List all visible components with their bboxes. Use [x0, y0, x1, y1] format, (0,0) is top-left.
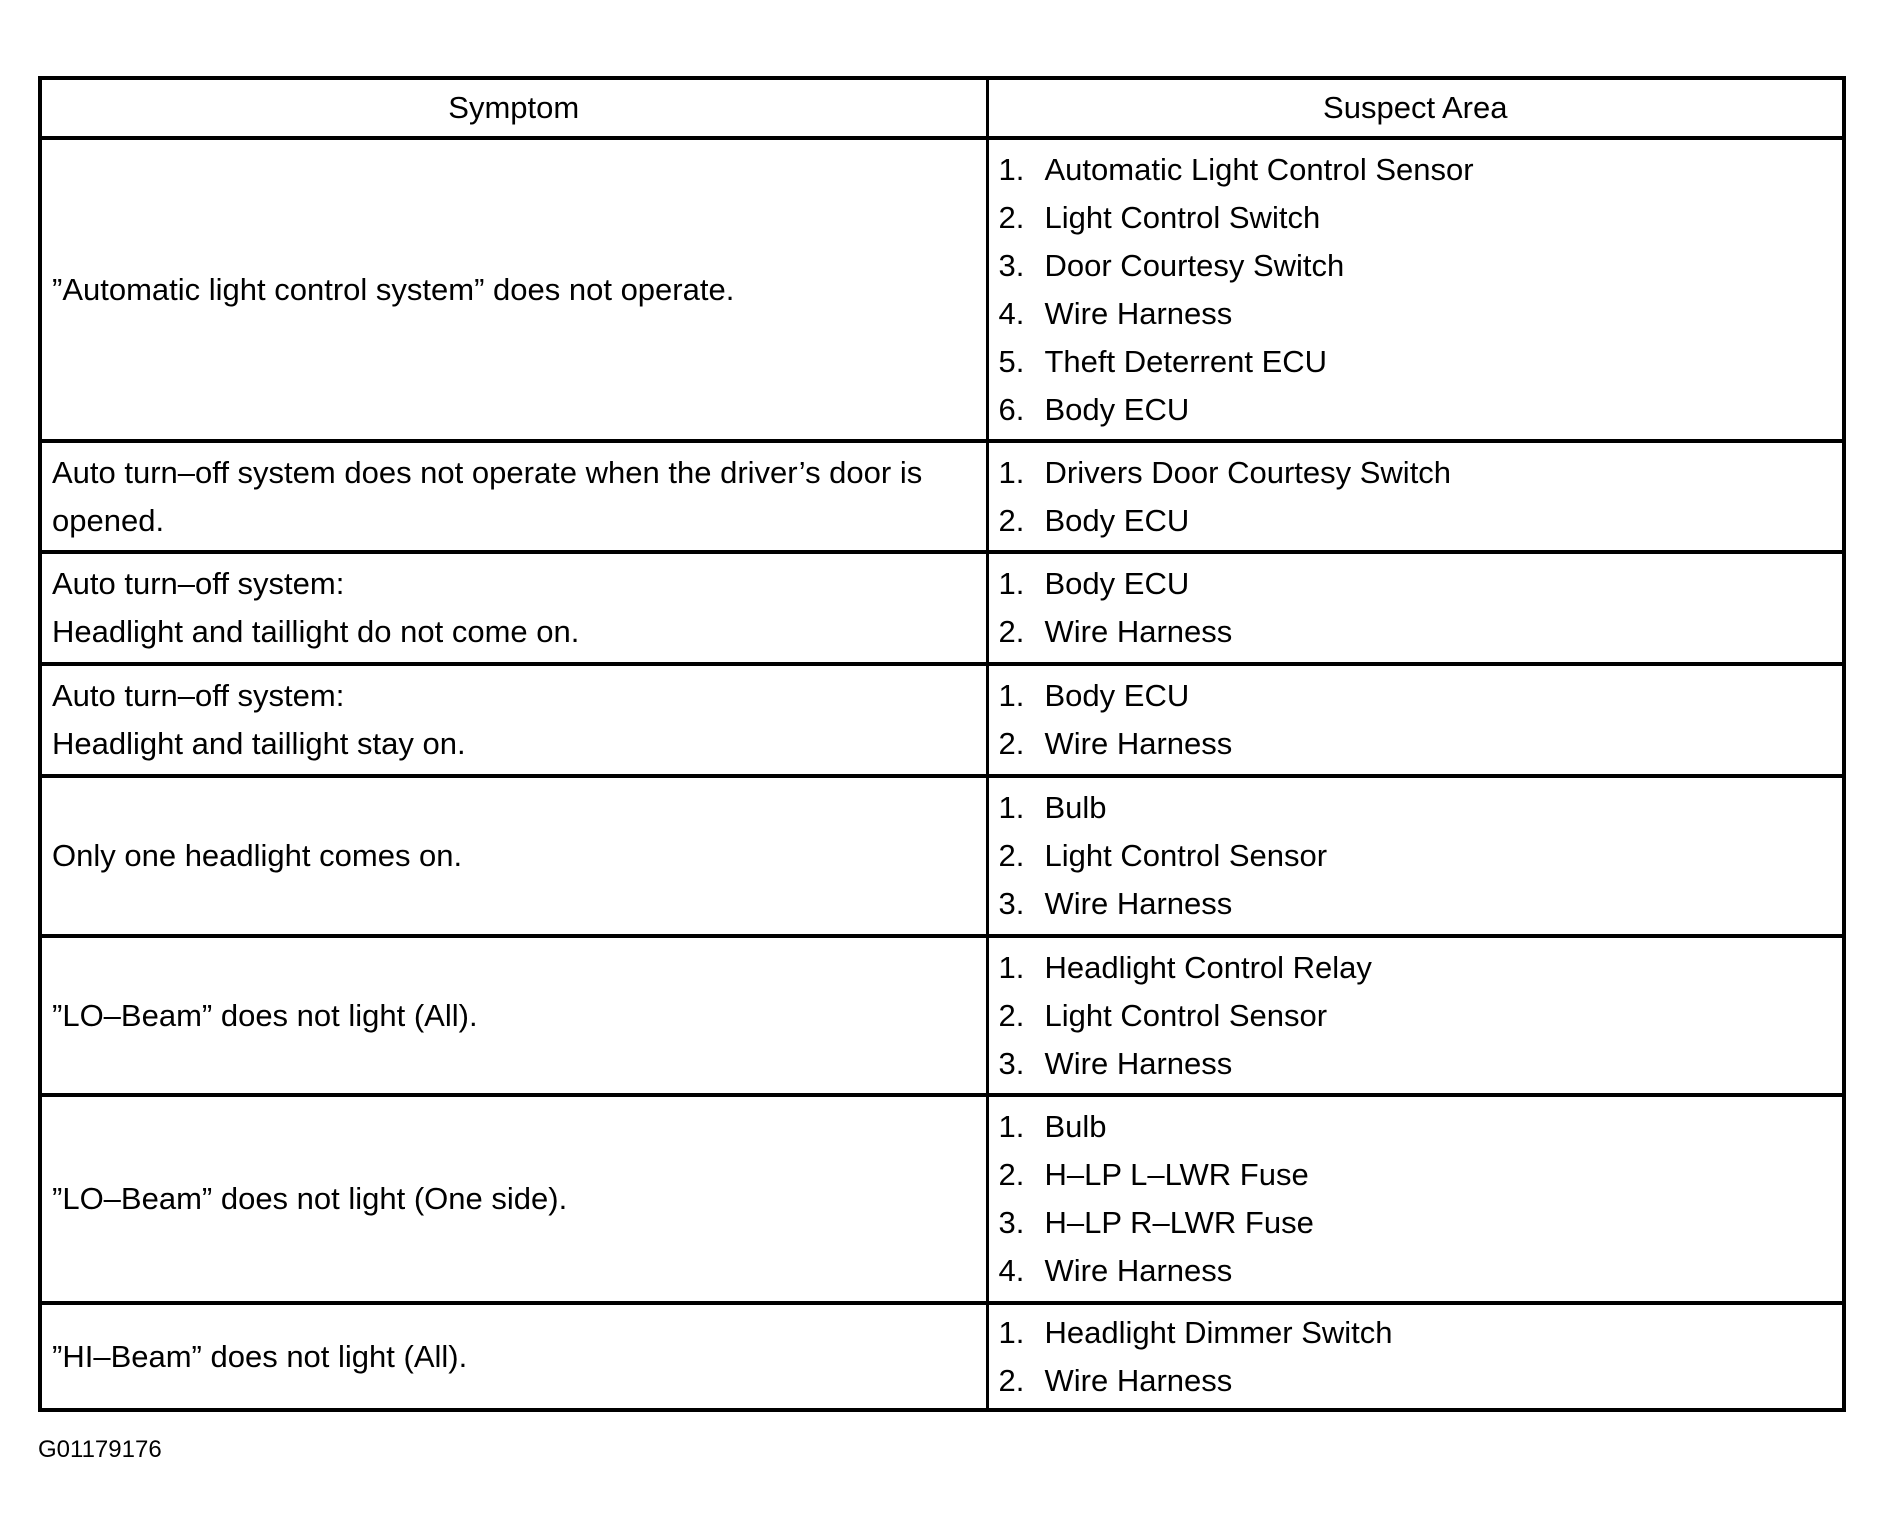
suspect-list — [999, 784, 1833, 928]
suspect-item — [999, 560, 1833, 608]
symptom-text: Auto turn–off system does not operate when the driver’s door is opened. — [52, 454, 923, 538]
suspect-number: 4. — [998, 295, 1025, 331]
suspect-number: 1. — [998, 790, 1025, 825]
symptom-line: Headlight and taillight do not come on. — [52, 614, 580, 649]
suspect-number: 2. — [998, 614, 1025, 649]
symptom-cell — [40, 1303, 987, 1410]
symptom-cell — [40, 1095, 987, 1303]
table-row — [40, 1095, 1844, 1303]
symptom-table — [38, 76, 1846, 1412]
suspect-text: Door Courtesy Switch — [1044, 247, 1345, 283]
table-row — [40, 552, 1844, 664]
symptom-text: ”LO–Beam” does not light (All). — [52, 997, 478, 1033]
suspect-text: Wire Harness — [1044, 1045, 1233, 1081]
suspect-text: Body ECU — [1044, 502, 1190, 538]
suspect-number: 2. — [998, 726, 1025, 761]
table-row — [40, 138, 1844, 441]
suspect-list — [999, 449, 1833, 545]
symptom-text: ”LO–Beam” does not light (One side). — [52, 1181, 568, 1216]
suspect-area-cell — [987, 1095, 1844, 1303]
suspect-area-cell — [987, 441, 1844, 552]
suspect-list — [999, 146, 1833, 434]
suspect-list — [999, 1103, 1833, 1295]
suspect-item — [999, 290, 1833, 338]
suspect-text: Theft Deterrent ECU — [1044, 343, 1328, 379]
suspect-text: Light Control Switch — [1044, 199, 1321, 235]
table-row — [40, 776, 1844, 936]
suspect-item — [999, 449, 1833, 497]
suspect-text: H–LP R–LWR Fuse — [1044, 1205, 1314, 1240]
suspect-number: 2. — [998, 1362, 1025, 1398]
symptom-line: Auto turn–off system: — [52, 566, 345, 601]
suspect-list — [999, 672, 1833, 768]
symptom-cell — [40, 138, 987, 441]
suspect-item — [999, 1247, 1833, 1295]
suspect-area-cell — [987, 552, 1844, 664]
suspect-number: 3. — [998, 247, 1025, 283]
suspect-list — [999, 560, 1833, 656]
suspect-item — [999, 608, 1833, 656]
suspect-text: Wire Harness — [1044, 886, 1233, 921]
suspect-text: Body ECU — [1044, 566, 1190, 601]
suspect-text: Body ECU — [1044, 391, 1190, 427]
suspect-number: 1. — [998, 949, 1025, 985]
symptom-header: Symptom — [40, 78, 987, 138]
suspect-item — [999, 194, 1833, 242]
suspect-text: Wire Harness — [1044, 1253, 1233, 1288]
symptom-text: ”HI–Beam” does not light (All). — [52, 1338, 468, 1374]
table-row — [40, 441, 1844, 552]
suspect-number: 2. — [998, 997, 1025, 1033]
suspect-text: Headlight Dimmer Switch — [1044, 1314, 1393, 1350]
suspect-item — [999, 880, 1833, 928]
suspect-number: 4. — [998, 1253, 1025, 1288]
suspect-item — [999, 1040, 1833, 1088]
symptom-cell — [40, 552, 987, 664]
suspect-area-cell — [987, 936, 1844, 1095]
suspect-list — [999, 1309, 1833, 1405]
suspect-area-cell — [987, 1303, 1844, 1410]
suspect-item — [999, 242, 1833, 290]
suspect-area-cell — [987, 776, 1844, 936]
suspect-number: 1. — [998, 151, 1025, 187]
suspect-text: Drivers Door Courtesy Switch — [1044, 454, 1452, 490]
table-row — [40, 664, 1844, 776]
suspect-text: Body ECU — [1044, 678, 1190, 713]
suspect-item — [999, 1103, 1833, 1151]
suspect-item — [999, 1309, 1833, 1357]
suspect-item — [999, 784, 1833, 832]
suspect-item — [999, 1151, 1833, 1199]
suspect-number: 2. — [998, 199, 1025, 235]
suspect-number: 6. — [998, 391, 1025, 427]
symptom-cell — [40, 936, 987, 1095]
suspect-item — [999, 1199, 1833, 1247]
figure-code: G01179176 — [38, 1436, 162, 1463]
suspect-item — [999, 672, 1833, 720]
suspect-number: 3. — [998, 1205, 1025, 1240]
suspect-item — [999, 386, 1833, 434]
symptom-line: Auto turn–off system: — [52, 678, 345, 713]
suspect-item — [999, 720, 1833, 768]
suspect-item — [999, 497, 1833, 545]
suspect-text: Wire Harness — [1044, 614, 1233, 649]
symptom-cell — [40, 441, 987, 552]
suspect-number: 1. — [998, 678, 1025, 713]
suspect-area-header: Suspect Area — [987, 78, 1844, 138]
suspect-text: Wire Harness — [1044, 726, 1233, 761]
symptom-text: ”Automatic light control system” does not operate. — [52, 271, 735, 307]
suspect-text: Headlight Control Relay — [1044, 949, 1372, 985]
suspect-item — [999, 832, 1833, 880]
suspect-text: Bulb — [1044, 1109, 1107, 1144]
suspect-area-cell — [987, 138, 1844, 441]
suspect-list — [999, 944, 1833, 1088]
suspect-number: 1. — [998, 566, 1025, 601]
suspect-item — [999, 992, 1833, 1040]
suspect-item — [999, 338, 1833, 386]
symptom-cell — [40, 776, 987, 936]
suspect-text: Light Control Sensor — [1044, 997, 1328, 1033]
suspect-number: 2. — [998, 502, 1025, 538]
suspect-text: Light Control Sensor — [1044, 838, 1328, 873]
suspect-text: Bulb — [1044, 790, 1107, 825]
suspect-number: 2. — [998, 838, 1025, 873]
suspect-area-cell — [987, 664, 1844, 776]
table-row — [40, 936, 1844, 1095]
suspect-number: 2. — [998, 1157, 1025, 1192]
suspect-number: 3. — [998, 1045, 1025, 1081]
suspect-item — [999, 944, 1833, 992]
suspect-text: H–LP L–LWR Fuse — [1044, 1157, 1309, 1192]
suspect-item — [999, 1357, 1833, 1405]
suspect-number: 1. — [998, 1109, 1025, 1144]
symptom-cell — [40, 664, 987, 776]
suspect-number: 1. — [998, 1314, 1025, 1350]
symptom-line: Headlight and taillight stay on. — [52, 726, 466, 761]
header-row — [40, 78, 1844, 138]
suspect-number: 1. — [998, 454, 1025, 490]
suspect-text: Wire Harness — [1044, 295, 1233, 331]
suspect-number: 3. — [998, 886, 1025, 921]
table-row — [40, 1303, 1844, 1410]
table-body — [40, 138, 1844, 1410]
suspect-text: Automatic Light Control Sensor — [1044, 151, 1474, 187]
symptom-text: Only one headlight comes on. — [52, 838, 463, 873]
suspect-item — [999, 146, 1833, 194]
suspect-text: Wire Harness — [1044, 1362, 1233, 1398]
suspect-number: 5. — [998, 343, 1025, 379]
